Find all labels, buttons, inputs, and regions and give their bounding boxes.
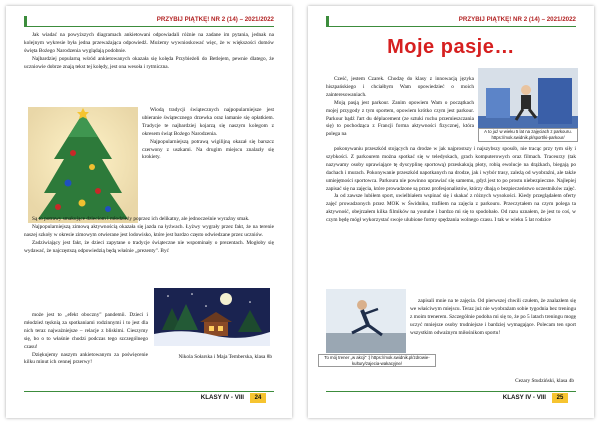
paragraph: Ja od zawsze lubiłem sport, uwielbiałem wspinać się i skakać z różnych wysokości. Kiedy przeglądałem oferty zajęć prowadzonych przez MOK w Świdniku, trafiłem na zajęcia z parkouru. Przeczytałem na czym polega ta aktywność, obejrzałem kilka filmików na youtube i bardzo mi się to spodobało. Od razu uznałem, że jest to coś, w czym będę mógł wykorzystać swoje ulubione formy spędzania wolnego czasu. I tak w wieku 5 lat rodzice xyxy=(326,193,576,224)
left-text-block-4 xyxy=(24,312,148,367)
paragraph: zapisali mnie na te zajęcia. Od pierwszej chwili czułem, że znalazłem się we właściwym miejscu. Teraz już nie wyobrażam sobie tygodnia bez treningu z moim trenerem. Szczególnie podoba mi się to, że po 5 latach treningu mogę uczyć mniejsze osoby trudniejsze i bardziej wymagające. Polecam ten sport wszystkim odważnym miłośnikom sportu! xyxy=(410,298,576,336)
right-text-block-2 xyxy=(326,146,576,225)
paragraph: pokonywaniu przeszkód stojących na drodze w jak najprostszy i najszybszy sposób, nie tracąc przy tym siły i szybkości. Z parkourem można spotkać się w teledyskach, grach komputerowych oraz filmach. Traceurzy (tak nazywamy osoby uprawiające tę dyscyplinę sportową) przeskakują płoty, robią ewolucje na drążkach, biegają po dachach i murach. Pokonywanie przeszkód napotkanych na drodze, jak i wybór trasy, zależą od wyobraźni, ale także umiejętności sportowca. Parkoura nie powinno uprawiać się samemu, gdyż jest to po prostu niebezpieczne. Najlepiej zapisać się na zajęcia, które prowadzone są przez profesjonalistów, którzy dbają o bezpieczeństwo uczestników zajęć. xyxy=(326,146,576,192)
left-footer xyxy=(24,391,274,404)
right-page xyxy=(308,6,594,418)
page-number: 24 xyxy=(250,393,266,403)
paragraph: Najbardziej popularną wśród ankietowanych okazała się kolęda Przybieżeli do Betlejem, pewnie dlatego, że uczniowie dobrze znają tekst tej kolędy, jest ona wesoła i rytmiczna. xyxy=(24,55,274,70)
left-header xyxy=(24,16,274,27)
header-accent-bar xyxy=(326,16,329,26)
footer-label: KLASY IV - VIII xyxy=(502,394,546,401)
paragraph: Moją pasją jest parkour. Zanim opowiem Wam o początkach mojej przygody z tym sportem, opowiem krótko czym jest parkour. Parkour bądź l'art du déplacement (ze sztuki ruchu przemieszczania się) to pochodząca z Francji forma aktywności fizycznej, która polega na xyxy=(326,99,474,138)
header-accent-bar xyxy=(24,16,27,26)
winter-night-photo xyxy=(154,288,270,346)
paragraph: Jak wiadać na powyższych diagramach ankietowani odpowiadali różnie na zadane im pytania, jednak na kolejnym wykresie była jedna przeważająca odpowiedź. Możemy wywnioskować więc, że w większości domów święta Bożego Narodzenia wyglądają podobnie. xyxy=(24,32,274,54)
paragraph: może jest to „efekt oboczny" pandemii. Dzieci i młodzież tęsknią za spotkaniami rodzinnymi i to jest dla nich teraz najważniejsze – relacje z bliskimi. Cieszymy się, bo o to właśnie chodzi podczas tego szczególnego czasu! xyxy=(24,312,148,350)
left-page xyxy=(6,6,292,418)
left-text-block-1 xyxy=(24,32,274,72)
left-text-block-3 xyxy=(24,216,274,256)
left-header-title: PRZYBIJ PIĄTKĘ! NR 2 (14) – 2021/2022 xyxy=(156,16,274,23)
christmas-tree-photo xyxy=(28,107,138,223)
trainer-photo xyxy=(326,289,406,353)
photo-caption-1: A to już w wieku 5 lat na zajęciach z parkouru. https://mok.swidnik.pl/sport/ki-parkour/ xyxy=(478,128,578,142)
left-signature: Nikola Sołarska i Maja Temberska, klasa 8b xyxy=(178,354,272,360)
right-text-block-1 xyxy=(326,76,474,139)
photo-caption-2: To mój trener „w akcji" :) https://mok.swidnik.pl/zdrowie-kultury/zajecia-wakacyjne/ xyxy=(318,354,436,367)
paragraph: Wiodą tradycji świątecznych najpopularniejsze jest ubieranie świątecznego drzewka oraz łamanie się opłatkiem. Tradycje te najbardziej kojarzą się naszym kolegom z okresem świąt Bożego Narodzenia. xyxy=(142,107,274,137)
left-text-block-2 xyxy=(142,107,274,162)
right-signature: Cezary Studziński, klasa 4b xyxy=(515,378,574,384)
paragraph: Najpopularniejszą zimową aktywnością okazała się jazda na łyżwach. Łyżwy wygrały przez fakt, że na terenie naszej szkoły w okresie zimowym otwierane jest lodowisko, które jest bardzo często odwiedzane przez uczniów. xyxy=(24,223,274,238)
paragraph: Najpopularniejszą potrawą wigilijną okazał się barszcz czerwony z uszkami. Na drugim miejscu znalazły się krokiety. xyxy=(142,138,274,161)
paragraph: Są to potrawy smakujące dzieciom i młodzieży poprzez ich delikatny, ale jednocześnie wyraźny smak. xyxy=(32,216,250,222)
right-footer xyxy=(326,391,576,404)
paragraph: Dziękujemy naszym ankietowanym za poświęcenie kilku minut ich cennej przerwy! xyxy=(24,351,148,366)
footer-label: KLASY IV - VIII xyxy=(200,394,244,401)
paragraph: Zadziwiający jest fakt, że dzieci zapytane o tradycje świąteczne nie wspominały o prezentach. Mogłoby się wydawać, że najczęstszą odpowiedzią będą właśnie „prezenty". Być xyxy=(24,239,274,254)
page-number: 25 xyxy=(552,393,568,403)
right-header-title: PRZYBIJ PIĄTKĘ! NR 2 (14) – 2021/2022 xyxy=(458,16,576,23)
article-title: Moje pasje… xyxy=(387,36,515,58)
right-header xyxy=(326,16,576,27)
paragraph: Cześć, jestem Czarek. Chodzę do klasy z innowacją języka hiszpańskiego i chciałbym Wam opowiedzieć o moich zainteresowaniach. xyxy=(326,76,474,98)
right-text-block-3 xyxy=(410,298,576,338)
